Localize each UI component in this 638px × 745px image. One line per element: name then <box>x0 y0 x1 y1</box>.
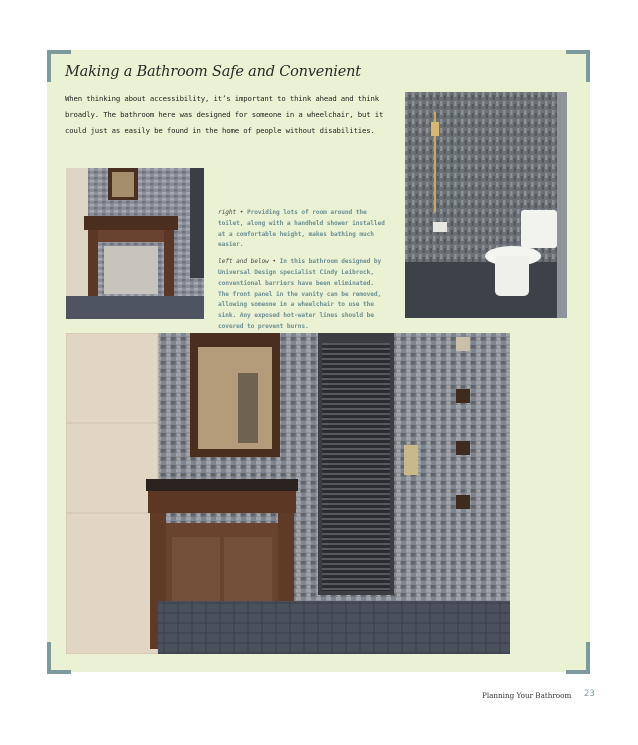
caption-left-text: In this bathroom designed by Universal Design specialist Cindy Leibrock, conventional barriers have been eliminated. The front panel in the vanity can be removed, allowing someone in a wheelchair to use the sink. Any exposed hot-water lines should be covered to prevent burns. <box>218 258 382 330</box>
bathroom-photo-large <box>66 333 510 654</box>
vanity-photo-small <box>66 168 204 319</box>
corner-bracket-bottom-right <box>566 642 590 674</box>
caption-left <box>218 257 388 333</box>
photo-captions <box>218 208 388 339</box>
intro-paragraph: When thinking about accessibility, it’s important to think ahead and think broadly. The bathroom here was designed for someone in a wheelchair, but it could just as easily be found in the home of people without disabilities. <box>65 94 384 135</box>
corner-bracket-top-right <box>566 50 590 82</box>
vanity-photo-small-image <box>66 168 204 319</box>
caption-right-lead: right • <box>218 209 244 216</box>
bathroom-photo-large-image <box>66 333 510 654</box>
page-title: Making a Bathroom Safe and Convenient <box>65 64 361 80</box>
caption-right <box>218 208 388 251</box>
footer-section-title: Planning Your Bathroom <box>482 691 572 700</box>
caption-right-text: Providing lots of room around the toilet, along with a handheld shower installed at a comfortable height, makes bathing much easier. <box>218 209 385 249</box>
page-number: 23 <box>584 689 595 699</box>
caption-left-lead: left and below • <box>218 258 277 266</box>
toilet-photo-image <box>405 92 567 318</box>
toilet-photo <box>405 92 567 318</box>
